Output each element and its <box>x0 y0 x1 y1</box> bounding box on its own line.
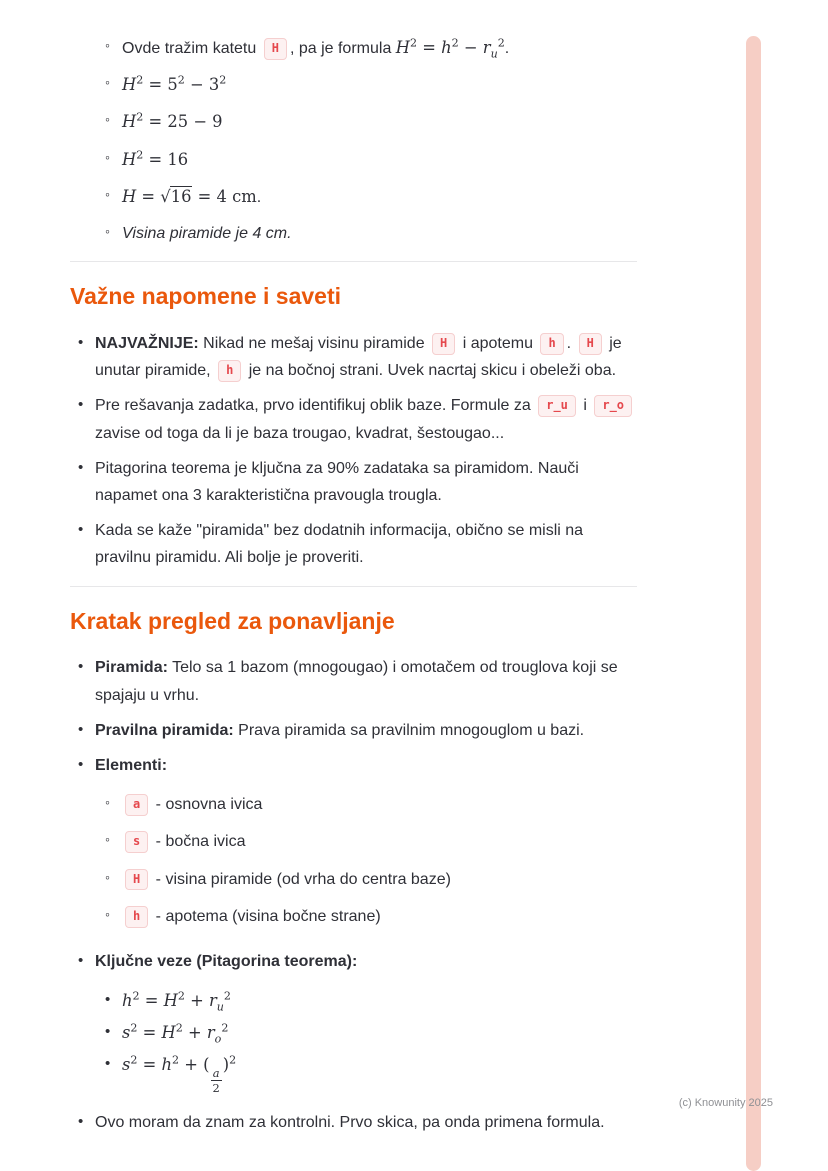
list-item <box>105 1019 637 1047</box>
math-formula: $H^2 = 25 - 9$ <box>122 110 223 132</box>
hollow-bullet-icon: ◦ <box>105 868 110 885</box>
solid-bullet-icon: • <box>78 1113 84 1131</box>
list-item-text <box>122 220 637 247</box>
list-item-text <box>122 1051 637 1095</box>
math-formula: $h^2 = H^2 + r_u^2$ <box>122 989 231 1014</box>
list-item <box>78 517 637 571</box>
list-item <box>78 752 637 940</box>
inline-code-chip: r_o <box>594 395 632 417</box>
hollow-bullet-icon: ◦ <box>105 111 110 128</box>
section-heading-notes: Važne napomene i saveti <box>70 283 342 310</box>
hollow-bullet-icon: ◦ <box>105 185 110 202</box>
text-segment: - apotema (visina bočne strane) <box>151 907 381 925</box>
list-item-text <box>95 1109 637 1136</box>
solid-bullet-icon: • <box>105 1055 111 1073</box>
inline-code-chip: h <box>218 360 241 382</box>
solid-bullet-icon: • <box>78 334 84 352</box>
list-item <box>105 828 637 855</box>
list-item-text <box>95 392 637 446</box>
list-item-text <box>122 987 637 1015</box>
list-item-text <box>122 71 637 99</box>
math-formula: $H^2 = 5^2 - 3^2$ <box>122 73 227 95</box>
math-formula: $s^2 = h^2$ + ( $\frac{a}{2}$ )$^2$ <box>122 1054 237 1096</box>
solid-bullet-icon: • <box>78 658 84 676</box>
list-item-text <box>122 791 637 818</box>
list-item <box>78 330 637 384</box>
math-formula: H = √16 = 4 <box>122 186 227 206</box>
text-segment: . <box>566 335 576 353</box>
list-item-text <box>122 1019 637 1047</box>
bold-text: Elementi: <box>95 756 168 774</box>
text-segment: i <box>578 397 592 415</box>
list-item <box>105 34 637 62</box>
section-heading-review: Kratak pregled za ponavljanje <box>70 607 395 634</box>
list-item-text <box>95 455 637 509</box>
list-item <box>105 183 637 211</box>
math-formula: $H^2 = 16$ <box>122 148 189 169</box>
text-segment: , pa je formula <box>289 40 396 57</box>
list-item-text <box>122 108 637 136</box>
review-list <box>70 654 637 1136</box>
inline-code-chip: H <box>432 333 455 355</box>
list-item-text <box>122 828 637 855</box>
inline-code-chip: H <box>125 869 148 891</box>
solid-bullet-icon: • <box>105 1023 111 1041</box>
bold-text: NAJVAŽNIJE: <box>95 335 199 353</box>
math-formula: cm <box>232 186 257 206</box>
scrollbar-thumb[interactable] <box>746 36 761 1171</box>
list-item <box>78 392 637 446</box>
text-segment: Pitagorina teorema je ključna za 90% zadataka sa piramidom. Nauči napamet ona 3 karakteristična pravougla trougla. <box>95 459 579 504</box>
solution-steps-list <box>70 34 637 247</box>
list-item <box>105 791 637 818</box>
list-item <box>105 71 637 99</box>
section-divider <box>70 586 637 587</box>
list-item-text <box>95 948 637 975</box>
text-segment: je na bočnoj strani. Uvek nacrtaj skicu i obeleži oba. <box>244 362 617 380</box>
solid-bullet-icon: • <box>78 755 84 773</box>
bold-text: Pravilna piramida: <box>95 721 234 739</box>
solid-bullet-icon: • <box>78 521 84 539</box>
text-segment: Pre rešavanja zadatka, prvo identifikuj oblik baze. Formule za <box>95 397 536 415</box>
text-segment: Ovde tražim katetu <box>122 40 261 57</box>
elements-sublist <box>95 791 637 930</box>
list-item <box>105 987 637 1015</box>
bold-text: Piramida: <box>95 659 168 677</box>
hollow-bullet-icon: ◦ <box>105 905 110 922</box>
list-item <box>105 1051 637 1095</box>
inline-code-chip: h <box>125 906 148 928</box>
hollow-bullet-icon: ◦ <box>105 794 110 811</box>
list-item-text <box>122 903 637 930</box>
hollow-bullet-icon: ◦ <box>105 148 110 165</box>
text-segment: - bočna ivica <box>151 833 246 851</box>
list-item <box>105 146 637 174</box>
list-item <box>105 108 637 136</box>
text-segment: Telo sa 1 bazom (mnogougao) i omotačem od trouglova koji se spajaju u vrhu. <box>95 659 618 704</box>
list-item-body <box>95 948 637 1101</box>
document-content <box>70 34 637 1144</box>
inline-code-chip: H <box>579 333 602 355</box>
inline-code-chip: s <box>125 831 148 853</box>
solid-bullet-icon: • <box>78 396 84 414</box>
list-item <box>78 717 637 744</box>
text-segment: Nikad ne mešaj visinu piramide <box>198 335 430 353</box>
solid-bullet-icon: • <box>78 720 84 738</box>
solid-bullet-icon: • <box>105 991 111 1009</box>
list-item <box>105 866 637 893</box>
text-segment: Prava piramida sa pravilnim mnogouglom u bazi. <box>233 721 585 739</box>
list-item-text <box>122 866 637 893</box>
math-formula: $s^2 = H^2 + r_o^2$ <box>122 1021 229 1046</box>
list-item <box>105 220 637 247</box>
list-item-text <box>122 146 637 174</box>
hollow-bullet-icon: ◦ <box>105 831 110 848</box>
list-item-text <box>95 654 637 708</box>
text-segment: Kada se kaže "piramida" bez dodatnih informacija, obično se misli na pravilnu piramidu. Ali bolje je proveriti. <box>95 522 584 567</box>
list-item-text <box>122 183 637 211</box>
footer-copyright: (c) Knowunity 2025 <box>678 1097 773 1109</box>
inline-code-chip: H <box>264 38 287 60</box>
text-segment: zavise od toga da li je baza trougao, kvadrat, šestougao... <box>95 424 505 442</box>
text-segment: je unutar piramide, <box>95 335 622 380</box>
hollow-bullet-icon: ◦ <box>105 37 110 53</box>
list-item <box>78 1109 637 1136</box>
inline-code-chip: a <box>125 794 148 816</box>
notes-list <box>70 330 637 572</box>
list-item-text <box>95 717 637 744</box>
list-item-body <box>95 752 637 940</box>
list-item-text <box>95 517 637 571</box>
text-segment: i apotemu <box>458 335 538 353</box>
hollow-bullet-icon: ◦ <box>105 74 110 91</box>
list-item-text <box>122 34 637 62</box>
list-item <box>78 654 637 708</box>
list-item-text <box>95 752 637 779</box>
math-formula: $H^2 = h^2 - r_u^2$ <box>395 36 505 61</box>
text-segment: . <box>256 188 262 206</box>
solid-bullet-icon: • <box>78 458 84 476</box>
hollow-bullet-icon: ◦ <box>105 222 110 239</box>
solid-bullet-icon: • <box>78 951 84 969</box>
text-segment: - osnovna ivica <box>151 796 263 814</box>
list-item <box>105 903 637 930</box>
bold-text: Ključne veze (Pitagorina teorema): <box>95 952 358 970</box>
italic-text: Visina piramide je 4 cm. <box>122 224 292 242</box>
text-segment: Ovo moram da znam za kontrolni. Prvo skica, pa onda primena formula. <box>95 1114 605 1132</box>
key-relations-sublist <box>95 987 637 1095</box>
section-divider <box>70 261 637 262</box>
inline-code-chip: h <box>540 333 563 355</box>
inline-code-chip: r_u <box>538 395 576 417</box>
list-item <box>78 948 637 1101</box>
list-item-text <box>95 330 637 384</box>
list-item <box>78 455 637 509</box>
text-segment: . <box>504 40 510 57</box>
text-segment: - visina piramide (od vrha do centra baze) <box>151 870 451 888</box>
